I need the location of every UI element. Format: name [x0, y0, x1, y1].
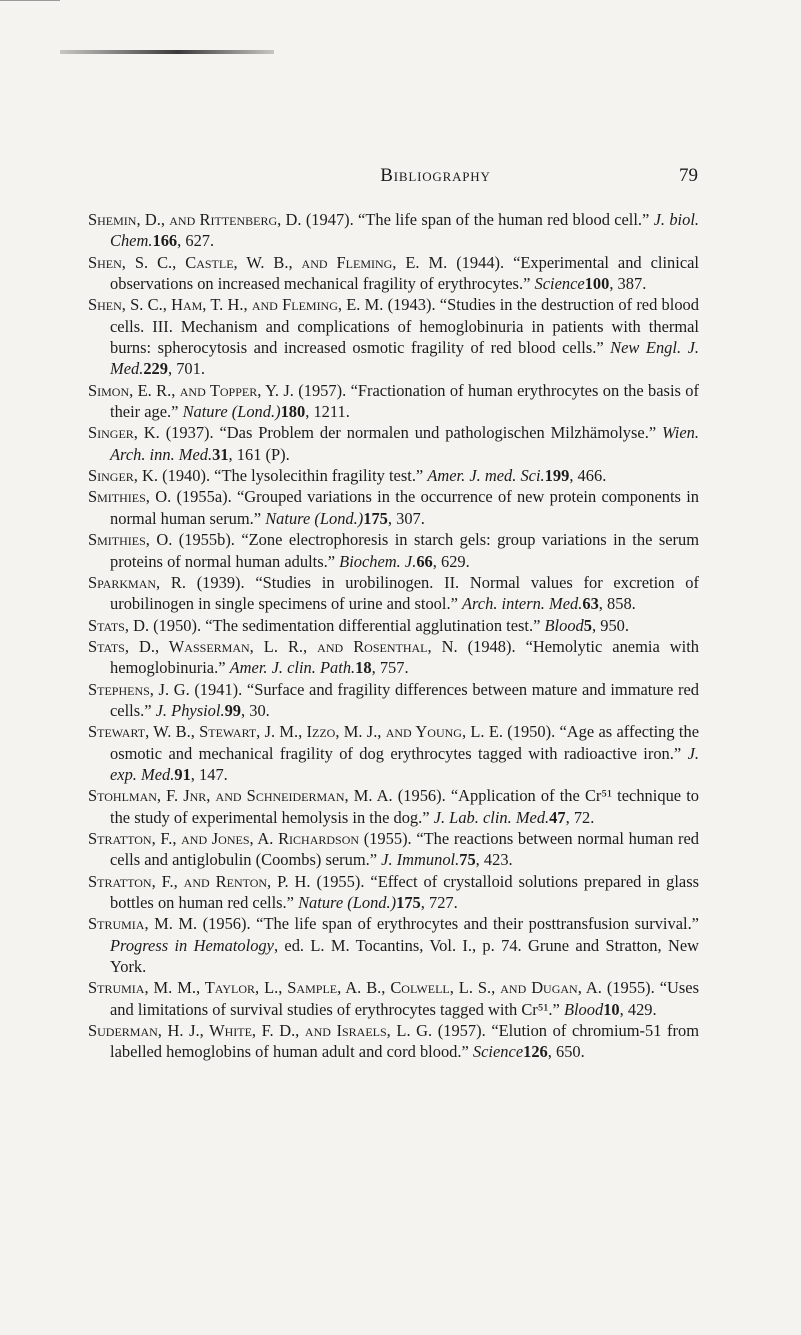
entry-title: (1950). “The sedimentation differential agglutination test.”	[149, 615, 545, 635]
entry-title: (1947). “The life span of the human red blood cell.”	[301, 210, 654, 229]
entry-journal: J. Immunol.	[381, 850, 460, 870]
bibliography-entry	[88, 294, 699, 379]
entry-pages: , 701.	[167, 359, 205, 379]
bibliography-entry	[88, 785, 699, 828]
entry-pages: , 757.	[371, 658, 409, 678]
entry-journal: J. Physiol.	[155, 700, 225, 720]
entry-authors: Stratton, F., and Jones, A. Richardson	[88, 828, 360, 848]
entry-journal: Progress in Hematology	[110, 935, 274, 955]
entry-journal: Nature (Lond.)	[182, 402, 281, 422]
entry-authors: Sparkman, R.	[88, 572, 186, 592]
entry-volume: 229	[143, 359, 168, 379]
top-rule	[60, 50, 274, 54]
entry-journal: J. biol. Chem.	[110, 210, 699, 251]
entry-journal: J. Lab. clin. Med.	[433, 807, 550, 827]
entry-journal: Wien. Arch. inn. Med.	[110, 423, 699, 464]
bibliography-entry	[88, 465, 699, 486]
entry-title: (1955a). “Grouped variations in the occurrence of new protein components in normal human serum.”	[110, 487, 699, 528]
entry-title: (1940). “The lysolecithin fragility test.”	[158, 466, 428, 486]
entry-title: (1955). “Effect of crystalloid solutions prepared in glass bottles on human red cells.”	[110, 871, 699, 912]
bibliography-entry	[88, 529, 699, 572]
entry-title: (1943). “Studies in the destruction of red blood cells. III. Mechanism and complications of hemoglobinuria in patients with thermal burns: spherocytosis and increased osmotic fragility of red blood cells.”	[110, 295, 699, 358]
bibliography-entry	[88, 977, 699, 1020]
entry-volume: 100	[584, 274, 610, 294]
running-title: Bibliography	[380, 165, 491, 186]
bibliography-entry	[88, 422, 699, 465]
scan-edge-mark	[0, 0, 60, 7]
entry-pages: , 307.	[387, 508, 425, 528]
entry-authors: Stewart, W. B., Stewart, J. M., Izzo, M. J., and Young, L. E.	[88, 722, 503, 742]
entry-authors: Stats, D., Wasserman, L. R., and Rosenthal, N.	[88, 636, 458, 656]
entry-pages: , 727.	[420, 893, 458, 912]
entry-authors: Shemin, D., and Rittenberg, D.	[88, 210, 302, 229]
entry-pages: , 161 (P).	[228, 444, 290, 464]
entry-pages: , 627.	[177, 231, 215, 251]
bibliography-entry	[88, 380, 699, 423]
entry-volume: 31	[212, 444, 229, 464]
entry-title: (1956). “Application of the Cr⁵¹ technique to the study of experimental hemolysis in the dog.”	[110, 786, 699, 827]
entry-volume: 47	[549, 807, 566, 827]
page-header	[88, 165, 698, 187]
entry-pages: , 72.	[565, 807, 595, 827]
entry-authors: Singer, K.	[88, 466, 159, 486]
entry-journal: Amer. J. clin. Path.	[229, 658, 356, 678]
entry-pages: , 429.	[619, 999, 657, 1019]
entry-volume: 166	[152, 231, 178, 251]
entry-pages: , 30.	[241, 700, 270, 720]
entry-pages: , 387.	[609, 274, 647, 294]
entry-volume: 180	[280, 402, 306, 422]
entry-authors: Stephens, J. G.	[88, 679, 190, 699]
entry-journal: New Engl. J. Med.	[110, 338, 699, 379]
entry-volume: 175	[396, 893, 421, 912]
entry-pages: , 1211.	[305, 402, 350, 422]
entry-title: (1955). “Uses and limitations of survival studies of erythrocytes tagged with Cr⁵¹.”	[110, 978, 699, 1019]
entry-authors: Shen, S. C., Ham, T. H., and Fleming, E. M.	[88, 295, 384, 315]
bibliography-entry	[88, 721, 699, 785]
entry-pages: , 466.	[569, 466, 607, 486]
entry-authors: Stohlman, F. Jnr, and Schneiderman, M. A.	[88, 786, 393, 806]
entry-authors: Suderman, H. J., White, F. D., and Israels, L. G.	[88, 1021, 433, 1041]
entry-title: (1944). “Experimental and clinical observations on increased mechanical fragility of erythrocytes.”	[110, 252, 699, 294]
entry-journal: Amer. J. med. Sci.	[427, 466, 545, 486]
entry-volume: 75	[459, 850, 476, 870]
bibliography-entry	[88, 913, 699, 977]
entry-authors: Strumia, M. M.	[88, 914, 198, 934]
entry-title: (1957). “Elution of chromium-51 from labelled hemoglobins of human adult and cord blood.”	[110, 1021, 699, 1062]
entry-title: (1957). “Fractionation of human erythrocytes on the basis of their age.”	[110, 380, 699, 422]
entry-title: (1956). “The life span of erythrocytes and their posttransfusion survival.”	[197, 914, 699, 934]
entry-title: (1948). “Hemolytic anemia with hemoglobinuria.”	[110, 636, 699, 678]
entry-pages: , 950.	[592, 615, 629, 635]
bibliography-entry	[88, 486, 699, 529]
bibliography-entry	[88, 615, 699, 636]
entry-title: (1941). “Surface and fragility differences between mature and immature red cells.”	[110, 679, 699, 720]
entry-volume: 63	[582, 594, 599, 614]
entry-title: (1950). “Age as affecting the osmotic and mechanical fragility of dog erythrocytes tagged with radioactive iron.”	[110, 722, 699, 763]
entry-journal: Arch. intern. Med.	[461, 594, 583, 614]
entry-pages: , 147.	[190, 764, 228, 784]
bibliography-entry	[88, 636, 699, 679]
entry-journal: Nature (Lond.)	[265, 508, 364, 528]
entry-volume: 5	[583, 615, 592, 635]
entry-journal: J. exp. Med.	[110, 743, 699, 784]
entry-authors: Stats, D.	[88, 615, 150, 635]
entry-journal: Blood	[544, 615, 584, 635]
entry-title: (1939). “Studies in urobilinogen. II. Normal values for excretion of urobilinogen in single specimens of urine and stool.”	[110, 572, 699, 614]
entry-pages: , 423.	[475, 850, 513, 870]
entry-volume: 18	[355, 658, 372, 678]
bibliography-entry	[88, 828, 699, 871]
entry-title: (1955b). “Zone electrophoresis in starch gels: group variations in the serum proteins of normal human adults.”	[110, 530, 699, 571]
entry-journal: Biochem. J.	[339, 551, 417, 571]
entry-volume: 126	[523, 1042, 548, 1062]
bibliography-entry	[88, 871, 699, 914]
entry-authors: Smithies, O.	[88, 487, 172, 507]
entry-volume: 10	[603, 999, 620, 1019]
bibliography-entry	[88, 679, 699, 722]
entry-volume: 91	[174, 764, 191, 784]
entry-pages: , 858.	[598, 594, 636, 614]
bibliography-entry	[88, 572, 699, 615]
entry-volume: 66	[416, 551, 433, 571]
entry-authors: Smithies, O.	[88, 530, 173, 550]
bibliography-entry	[88, 209, 699, 252]
entry-journal: Science	[534, 274, 585, 294]
entry-authors: Shen, S. C., Castle, W. B., and Fleming, E. M.	[88, 252, 448, 272]
entry-title: (1937). “Das Problem der normalen und pathologischen Milzhämolyse.”	[159, 423, 663, 443]
entry-authors: Strumia, M. M., Taylor, L., Sample, A. B., Colwell, L. S., and Dugan, A.	[88, 978, 602, 998]
entry-pages: , ed. L. M. Tocantins, Vol. I., p. 74. Grune and Stratton, New York.	[110, 935, 699, 977]
entry-pages: , 650.	[547, 1042, 585, 1062]
bibliography-entry	[88, 252, 699, 295]
entry-authors: Singer, K.	[88, 423, 160, 443]
entry-authors: Stratton, F., and Renton, P. H.	[88, 871, 311, 891]
entry-volume: 199	[544, 466, 570, 486]
entry-journal: Nature (Lond.)	[298, 893, 397, 912]
page-number: 79	[679, 165, 698, 186]
entry-volume: 175	[363, 508, 388, 528]
entry-title: (1955). “The reactions between normal human red cells and antiglobulin (Coombs) serum.”	[110, 828, 699, 870]
entry-pages: , 629.	[432, 551, 470, 571]
bibliography-list	[88, 209, 699, 1063]
entry-journal: Blood	[563, 999, 604, 1019]
entry-volume: 99	[224, 700, 242, 720]
bibliography-entry	[88, 1020, 699, 1063]
entry-journal: Science	[472, 1042, 524, 1062]
entry-authors: Simon, E. R., and Topper, Y. J.	[88, 380, 294, 400]
